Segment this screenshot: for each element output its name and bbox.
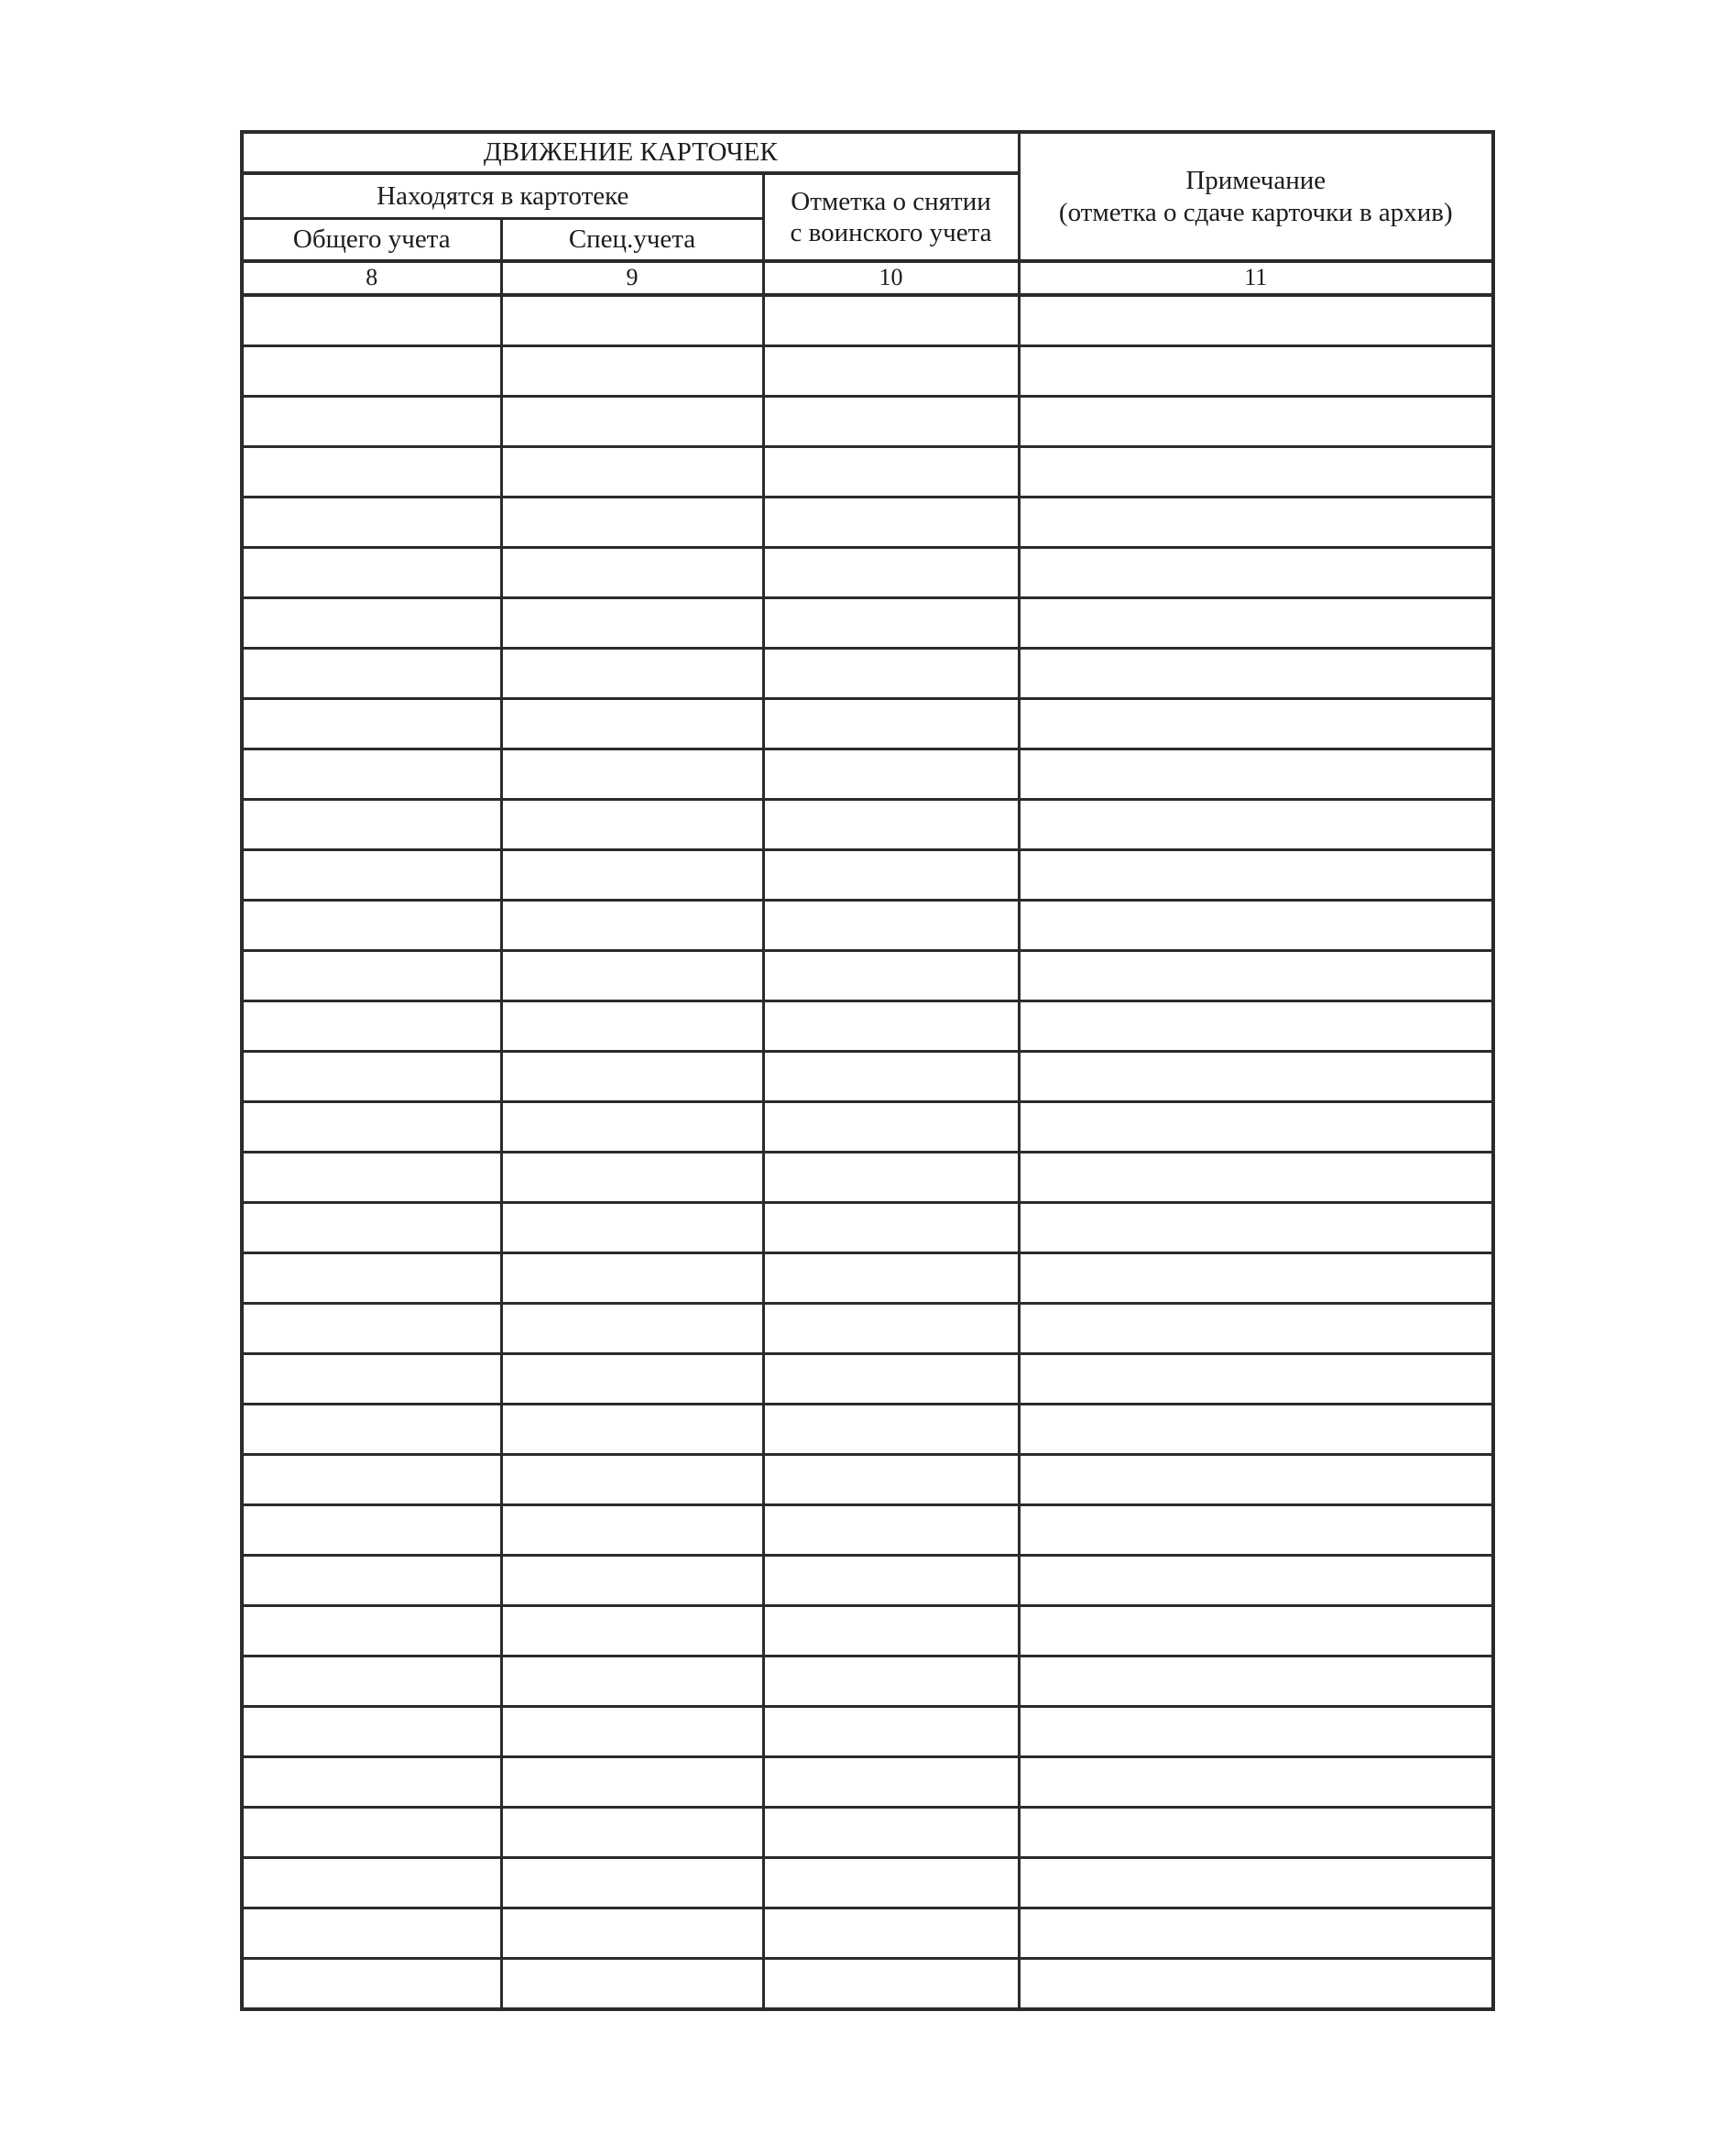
card-movement-table xyxy=(240,130,1495,2011)
table-body xyxy=(242,132,1493,2009)
empty-cell xyxy=(763,1605,1019,1656)
empty-cell xyxy=(763,1908,1019,1959)
empty-cell xyxy=(1019,1858,1493,1908)
empty-cell xyxy=(1019,950,1493,1000)
note-header-subtitle: (отметка о сдаче карточки в архив) xyxy=(1058,197,1453,227)
table-row xyxy=(242,295,1493,345)
empty-cell xyxy=(501,1757,763,1808)
empty-cell xyxy=(763,345,1019,396)
empty-cell xyxy=(242,597,501,648)
empty-cell xyxy=(501,1152,763,1202)
empty-cell xyxy=(242,547,501,597)
empty-cell xyxy=(1019,1959,1493,2009)
table-row xyxy=(242,1808,1493,1858)
empty-cell xyxy=(242,1404,501,1454)
empty-cell xyxy=(242,1707,501,1757)
empty-cell xyxy=(1019,1757,1493,1808)
empty-cell xyxy=(242,1808,501,1858)
empty-cell xyxy=(1019,1353,1493,1404)
table-row xyxy=(242,1757,1493,1808)
empty-cell xyxy=(1019,1202,1493,1252)
table-row xyxy=(242,1605,1493,1656)
empty-cell xyxy=(501,1808,763,1858)
empty-cell xyxy=(1019,648,1493,698)
empty-cell xyxy=(1019,1656,1493,1706)
empty-cell xyxy=(242,950,501,1000)
empty-cell xyxy=(1019,1504,1493,1555)
empty-cell xyxy=(1019,597,1493,648)
empty-cell xyxy=(242,1959,501,2009)
table-row xyxy=(242,698,1493,749)
table-row xyxy=(242,396,1493,446)
special-account-label: Спец.учета xyxy=(568,224,696,255)
empty-cell xyxy=(763,1000,1019,1051)
military-removal-line1: Отметка о снятии xyxy=(791,186,991,216)
empty-cell xyxy=(242,497,501,547)
empty-cell xyxy=(501,1504,763,1555)
empty-cell xyxy=(501,1605,763,1656)
military-removal-header xyxy=(763,173,1019,261)
empty-cell xyxy=(1019,547,1493,597)
empty-cell xyxy=(242,1656,501,1706)
empty-cell xyxy=(501,345,763,396)
empty-cell xyxy=(763,1808,1019,1858)
empty-cell xyxy=(242,648,501,698)
empty-cell xyxy=(501,1656,763,1706)
card-file-group-header xyxy=(242,173,763,218)
empty-cell xyxy=(763,1202,1019,1252)
empty-cell xyxy=(763,396,1019,446)
empty-cell xyxy=(501,597,763,648)
empty-cell xyxy=(1019,295,1493,345)
empty-cell xyxy=(763,497,1019,547)
empty-cell xyxy=(242,1303,501,1353)
empty-cell xyxy=(242,396,501,446)
table-row xyxy=(242,1504,1493,1555)
column-number-10: 10 xyxy=(763,261,1019,295)
empty-cell xyxy=(501,799,763,849)
empty-cell xyxy=(242,1202,501,1252)
empty-cell xyxy=(763,799,1019,849)
empty-cell xyxy=(242,1757,501,1808)
empty-cell xyxy=(763,900,1019,950)
empty-cell xyxy=(501,900,763,950)
empty-cell xyxy=(763,1101,1019,1152)
empty-cell xyxy=(501,1353,763,1404)
empty-cell xyxy=(242,799,501,849)
empty-cell xyxy=(501,950,763,1000)
empty-cell xyxy=(242,1908,501,1959)
military-removal-line2: с воинского учета xyxy=(790,218,992,248)
empty-cell xyxy=(501,1555,763,1605)
empty-cell xyxy=(501,547,763,597)
empty-cell xyxy=(242,1504,501,1555)
table-row xyxy=(242,1858,1493,1908)
empty-cell xyxy=(1019,1000,1493,1051)
empty-cell xyxy=(763,446,1019,497)
table-row xyxy=(242,446,1493,497)
empty-cell xyxy=(1019,900,1493,950)
table-row xyxy=(242,1152,1493,1202)
table-row xyxy=(242,1454,1493,1504)
empty-cell xyxy=(242,1555,501,1605)
empty-cell xyxy=(763,1303,1019,1353)
table-title: ДВИЖЕНИЕ КАРТОЧЕК xyxy=(483,137,778,168)
empty-cell xyxy=(501,1000,763,1051)
card-file-group-label: Находятся в картотеке xyxy=(377,180,629,211)
empty-cell xyxy=(1019,698,1493,749)
empty-cell xyxy=(242,1101,501,1152)
table-row xyxy=(242,1252,1493,1303)
empty-cell xyxy=(242,1051,501,1101)
empty-cell xyxy=(763,1555,1019,1605)
column-number-11: 11 xyxy=(1019,261,1493,295)
special-account-header xyxy=(501,218,763,261)
empty-cell xyxy=(763,749,1019,799)
general-account-header xyxy=(242,218,501,261)
empty-cell xyxy=(763,648,1019,698)
empty-cell xyxy=(1019,799,1493,849)
empty-cell xyxy=(763,1404,1019,1454)
empty-cell xyxy=(763,1051,1019,1101)
empty-cell xyxy=(242,1353,501,1404)
empty-cell xyxy=(1019,1707,1493,1757)
table-row xyxy=(242,1656,1493,1706)
empty-cell xyxy=(1019,1252,1493,1303)
empty-cell xyxy=(1019,849,1493,900)
empty-cell xyxy=(501,1051,763,1101)
empty-cell xyxy=(763,1353,1019,1404)
empty-cell xyxy=(242,1152,501,1202)
empty-cell xyxy=(1019,1152,1493,1202)
empty-cell xyxy=(242,1605,501,1656)
empty-cell xyxy=(1019,1404,1493,1454)
table-row xyxy=(242,1404,1493,1454)
empty-cell xyxy=(242,295,501,345)
empty-cell xyxy=(1019,749,1493,799)
table-row xyxy=(242,900,1493,950)
empty-cell xyxy=(501,1858,763,1908)
empty-cell xyxy=(242,345,501,396)
empty-cell xyxy=(242,1252,501,1303)
empty-cell xyxy=(1019,1101,1493,1152)
empty-cell xyxy=(501,446,763,497)
empty-cell xyxy=(763,547,1019,597)
table-row xyxy=(242,1000,1493,1051)
empty-cell xyxy=(763,1757,1019,1808)
empty-cell xyxy=(1019,1051,1493,1101)
table-row xyxy=(242,497,1493,547)
empty-cell xyxy=(501,497,763,547)
empty-cell xyxy=(763,1152,1019,1202)
empty-cell xyxy=(763,1656,1019,1706)
empty-cell xyxy=(763,1252,1019,1303)
empty-cell xyxy=(1019,396,1493,446)
table-row xyxy=(242,799,1493,849)
empty-cell xyxy=(501,1202,763,1252)
empty-cell xyxy=(1019,1908,1493,1959)
empty-cell xyxy=(501,648,763,698)
empty-cell xyxy=(242,749,501,799)
column-number-8: 8 xyxy=(242,261,501,295)
empty-cell xyxy=(763,1504,1019,1555)
empty-cell xyxy=(763,849,1019,900)
table-row xyxy=(242,1707,1493,1757)
table-row xyxy=(242,1908,1493,1959)
empty-cell xyxy=(501,396,763,446)
table-title-cell xyxy=(242,132,1019,173)
empty-cell xyxy=(1019,1808,1493,1858)
empty-cell xyxy=(501,1908,763,1959)
empty-cell xyxy=(763,1858,1019,1908)
empty-cell xyxy=(1019,1454,1493,1504)
empty-cell xyxy=(1019,345,1493,396)
table-row xyxy=(242,950,1493,1000)
empty-cell xyxy=(763,1454,1019,1504)
empty-cell xyxy=(501,849,763,900)
empty-cell xyxy=(501,698,763,749)
table-row xyxy=(242,648,1493,698)
empty-cell xyxy=(242,849,501,900)
empty-cell xyxy=(1019,1303,1493,1353)
note-header-cell xyxy=(1019,132,1493,261)
empty-cell xyxy=(763,698,1019,749)
empty-cell xyxy=(242,698,501,749)
empty-cell xyxy=(1019,446,1493,497)
empty-cell xyxy=(242,900,501,950)
empty-cell xyxy=(763,950,1019,1000)
table-row xyxy=(242,1555,1493,1605)
empty-cell xyxy=(501,1454,763,1504)
empty-cell xyxy=(242,446,501,497)
empty-cell xyxy=(501,749,763,799)
empty-cell xyxy=(763,1707,1019,1757)
table-row xyxy=(242,547,1493,597)
empty-cell xyxy=(242,1000,501,1051)
empty-cell xyxy=(763,1959,1019,2009)
note-header-title: Примечание xyxy=(1185,166,1327,196)
empty-cell xyxy=(763,597,1019,648)
empty-cell xyxy=(501,1707,763,1757)
empty-cell xyxy=(501,295,763,345)
table-row xyxy=(242,1353,1493,1404)
table-row xyxy=(242,1959,1493,2009)
table-row xyxy=(242,749,1493,799)
empty-cell xyxy=(1019,1605,1493,1656)
table-row xyxy=(242,1202,1493,1252)
empty-cell xyxy=(242,1454,501,1504)
table-row xyxy=(242,345,1493,396)
empty-cell xyxy=(763,295,1019,345)
table-row xyxy=(242,1051,1493,1101)
general-account-label: Общего учета xyxy=(292,224,451,255)
column-number-row xyxy=(242,261,1493,295)
empty-cell xyxy=(501,1959,763,2009)
empty-cell xyxy=(242,1858,501,1908)
column-number-9: 9 xyxy=(501,261,763,295)
table-row xyxy=(242,1101,1493,1152)
empty-cell xyxy=(501,1101,763,1152)
table-row xyxy=(242,849,1493,900)
table-title-row xyxy=(242,132,1493,173)
empty-cell xyxy=(1019,497,1493,547)
table-row xyxy=(242,597,1493,648)
empty-cell xyxy=(501,1252,763,1303)
table-row xyxy=(242,1303,1493,1353)
empty-cell xyxy=(1019,1555,1493,1605)
empty-cell xyxy=(501,1404,763,1454)
empty-cell xyxy=(501,1303,763,1353)
